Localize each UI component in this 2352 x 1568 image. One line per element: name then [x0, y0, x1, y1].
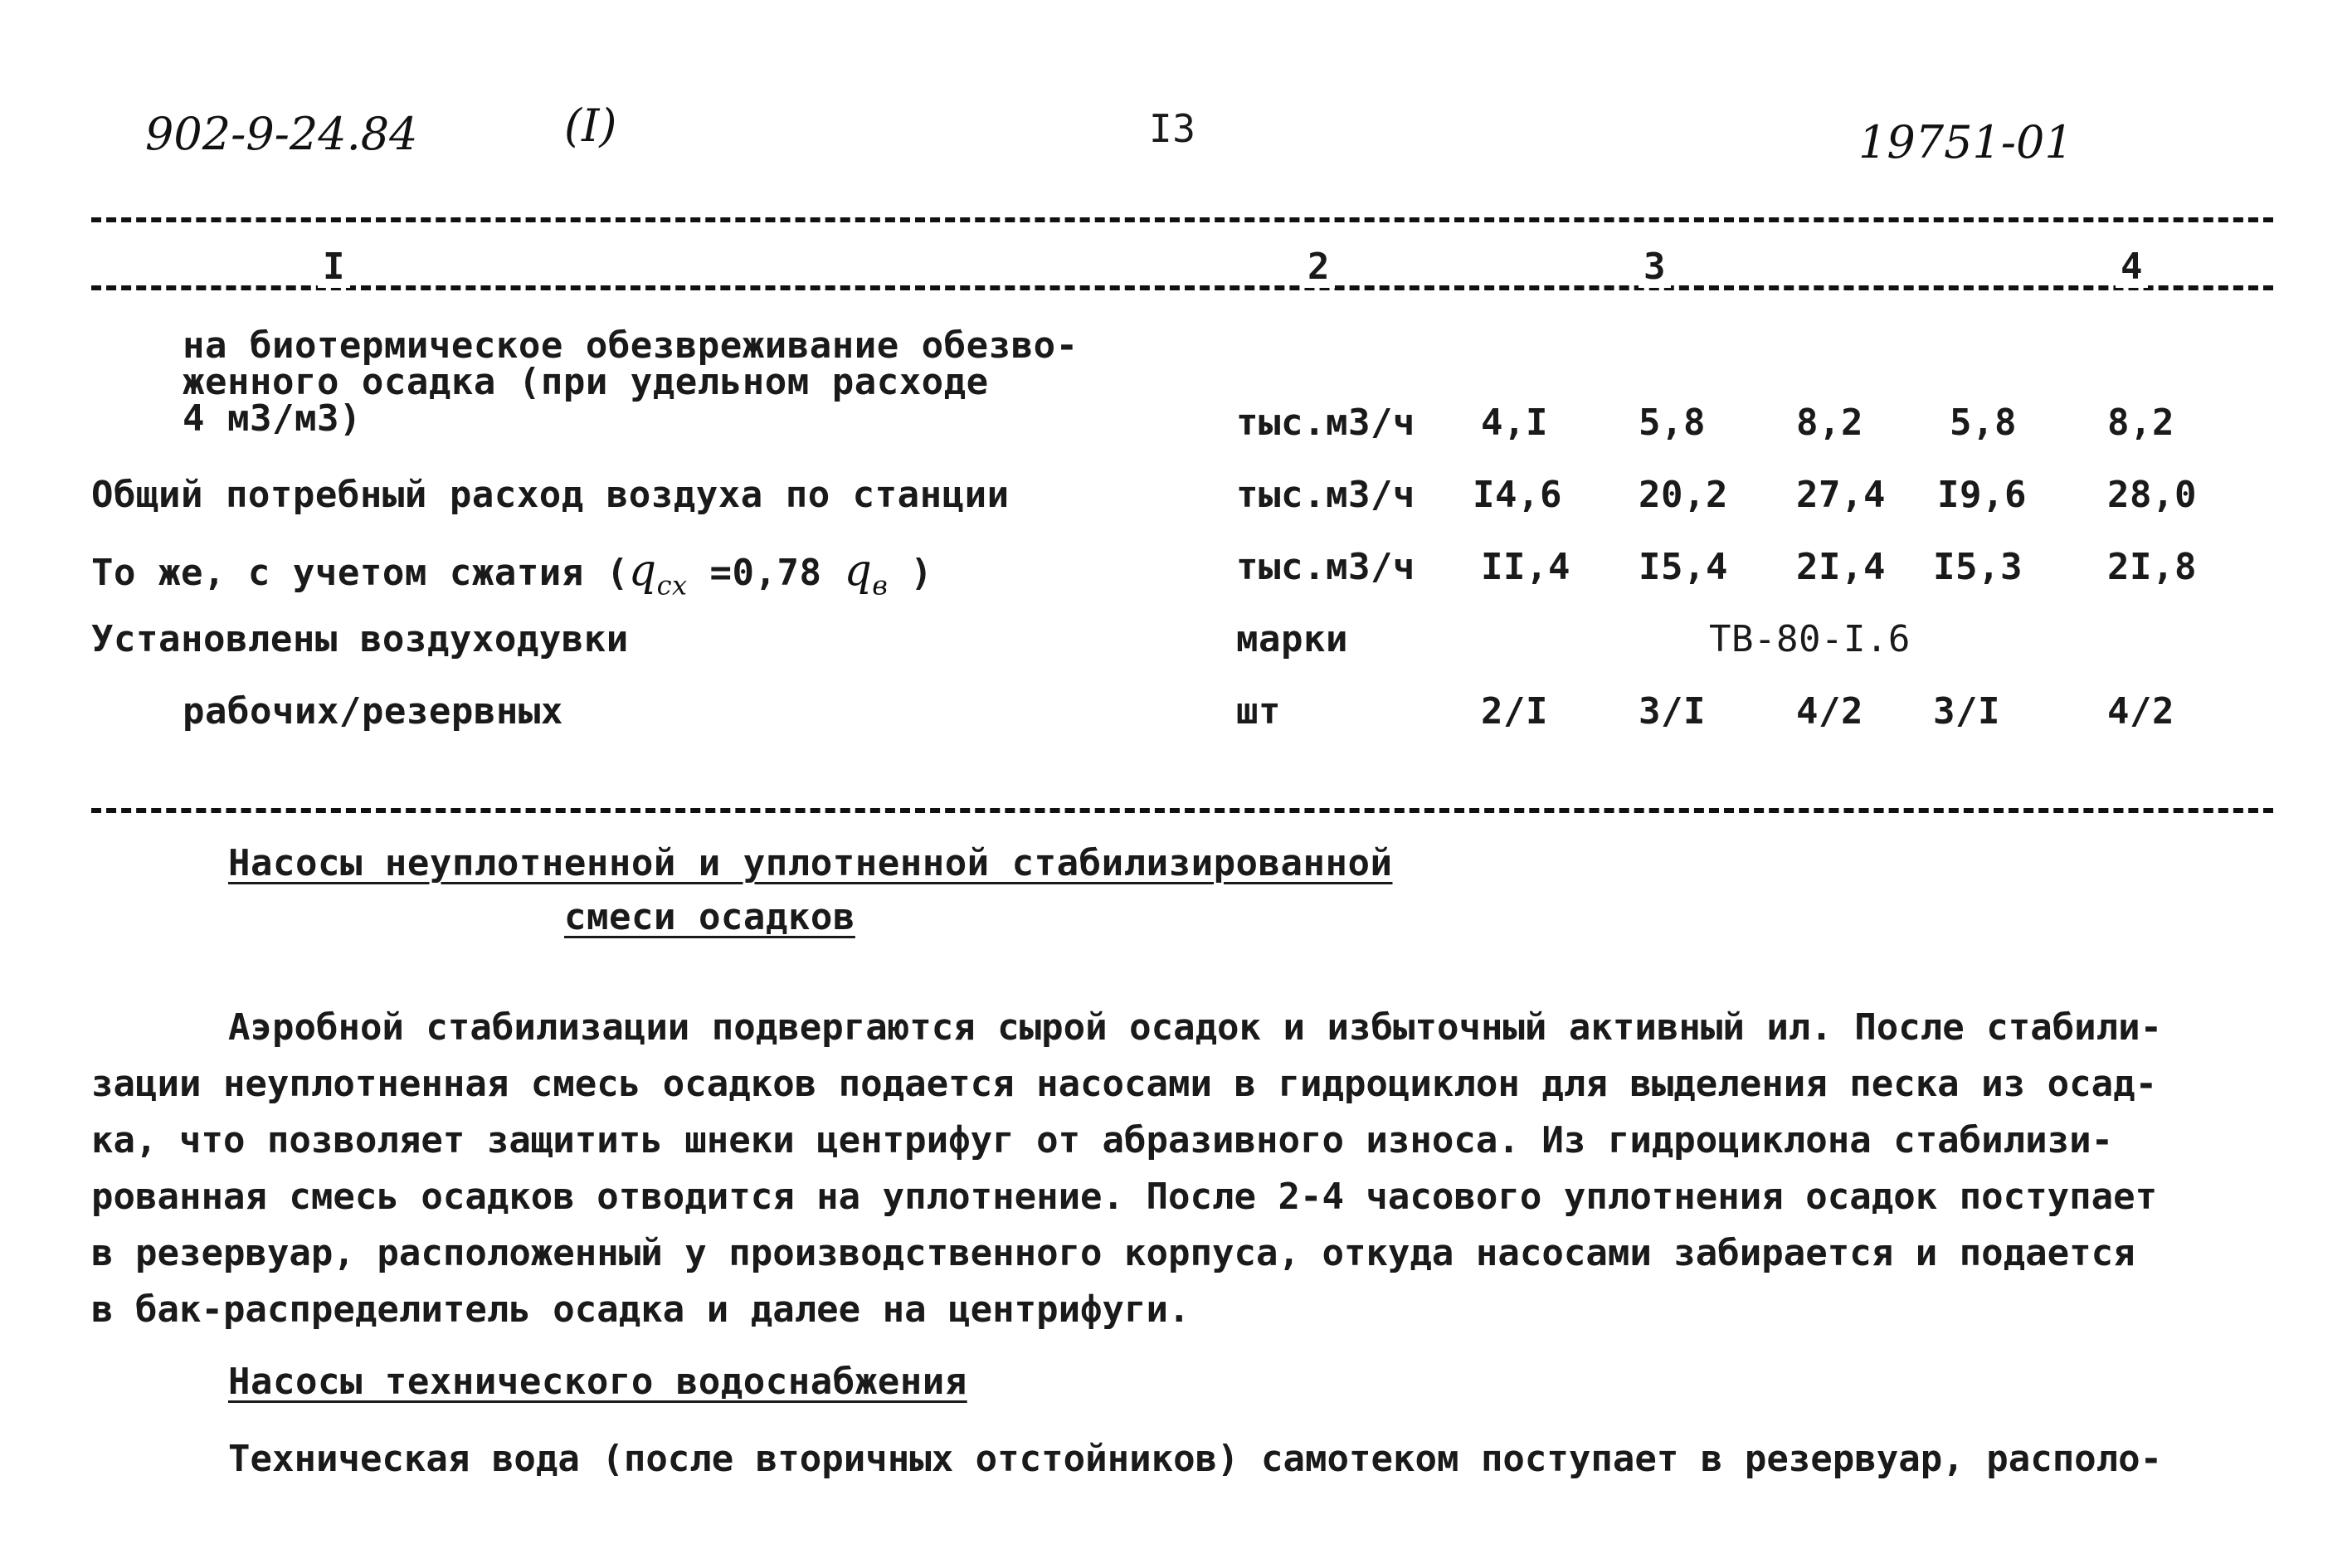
table-cell: I9,6 [1937, 474, 2027, 516]
q-cx-symbol: $q_{cx}$ [628, 546, 688, 601]
table-cell: 2I,8 [2107, 546, 2197, 588]
table-row-3-label [91, 546, 933, 601]
section-heading: Насосы неуплотненной и уплотненной стабилизированной [228, 842, 1393, 884]
table-cell: 2/I [1481, 690, 1548, 733]
label-text: То же, с учетом сжатия ( [91, 552, 629, 594]
blower-model: ТВ-80-I.6 [1709, 618, 1911, 660]
paragraph-line: зации неуплотненная смесь осадков подается насосами в гидроциклон для выделения песка из осад- [91, 1063, 2158, 1105]
q-b-symbol: $q_в$ [844, 546, 889, 601]
table-bottom-rule [91, 808, 2273, 813]
table-cell: 2I,4 [1796, 546, 1886, 588]
label-line: 4 м3/м3) [183, 397, 362, 440]
table-cell: 27,4 [1796, 474, 1886, 516]
table-row-2-unit: тыс.м3/ч [1236, 474, 1415, 516]
table-row-1-unit: тыс.м3/ч [1236, 402, 1415, 444]
page-number: I3 [1149, 106, 1196, 151]
paragraph-line: Техническая вода (после вторичных отстойников) самотеком поступает в резервуар, располо- [228, 1438, 2163, 1480]
table-cell: 4/2 [2107, 690, 2174, 733]
label-line: на биотермическое обезвреживание обезво- [183, 324, 1079, 367]
table-row-3-unit: тыс.м3/ч [1236, 546, 1415, 588]
paragraph-line: в резервуар, расположенный у производственного корпуса, откуда насосами забирается и подается [91, 1232, 2135, 1274]
column-number-3: 3 [1639, 246, 1671, 288]
table-row-5-unit: шт [1236, 690, 1281, 733]
section-heading: Насосы технического водоснабжения [228, 1361, 967, 1403]
section-paragraph [91, 1000, 2215, 1338]
table-row-5-label: рабочих/резервных [183, 690, 563, 733]
table-cell: 8,2 [2107, 402, 2174, 444]
paragraph-line: в бак-распределитель осадка и далее на центрифуги. [91, 1288, 1191, 1331]
table-cell: II,4 [1481, 546, 1570, 588]
table-cell: I5,4 [1639, 546, 1728, 588]
table-row-2-label: Общий потребный расход воздуха по станции [91, 474, 1010, 516]
paragraph-line: ка, что позволяет защитить шнеки центрифуг от абразивного износа. Из гидроциклона стабилизи- [91, 1119, 2114, 1161]
column-number-1: I [318, 246, 350, 288]
table-row-4-unit: марки [1236, 618, 1348, 660]
label-line: женного осадка (при удельном расходе [183, 361, 989, 403]
section-heading: смеси осадков [564, 896, 855, 938]
table-cell: 28,0 [2107, 474, 2197, 516]
table-cell: 3/I [1639, 690, 1706, 733]
sheet-code: 19751-01 [1858, 116, 2073, 168]
column-number-2: 2 [1303, 246, 1335, 288]
table-row-1-label [183, 324, 1079, 440]
table-cell: 5,8 [1639, 402, 1706, 444]
table-row-4-label: Установлены воздуходувки [91, 618, 629, 660]
label-text: ) [888, 552, 933, 594]
column-number-4: 4 [2116, 246, 2148, 288]
column-header-rule [91, 285, 2273, 290]
paragraph-line: Аэробной стабилизации подвергаются сырой осадок и избыточный активный ил. После стабили- [228, 1006, 2163, 1049]
paragraph-line: рованная смесь осадков отводится на уплотнение. После 2-4 часового уплотнения осадок поступает [91, 1176, 2158, 1218]
table-cell: 20,2 [1639, 474, 1728, 516]
table-cell: 8,2 [1796, 402, 1863, 444]
volume-mark: (I) [564, 100, 617, 152]
table-cell: 4/2 [1796, 690, 1863, 733]
table-cell: 5,8 [1950, 402, 2017, 444]
formula-coefficient: =0,78 [687, 552, 845, 594]
table-cell: I5,3 [1933, 546, 2023, 588]
table-cell: 4,I [1481, 402, 1548, 444]
table-top-rule [91, 217, 2273, 222]
table-cell: 3/I [1933, 690, 2000, 733]
section-paragraph [91, 1431, 2215, 1488]
doc-code: 902-9-24.84 [145, 108, 418, 160]
table-cell: I4,6 [1473, 474, 1562, 516]
